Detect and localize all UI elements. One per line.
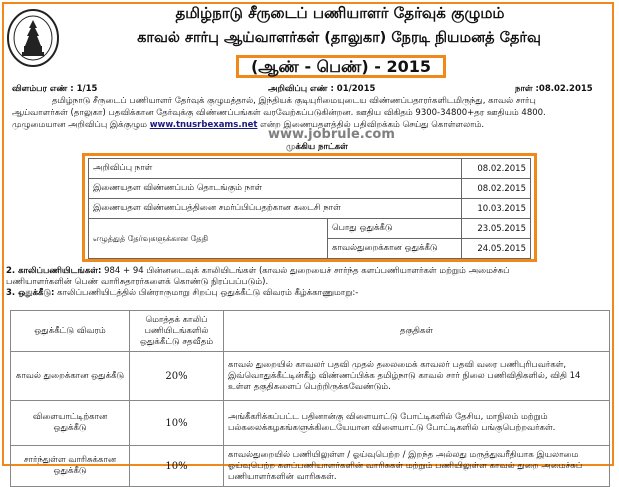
quota-category: காவல் துறைக்கான ஒதுக்கீடு: [11, 352, 130, 401]
exam-date-label: எழுத்துத் தேர்வுகளுக்கான தேதி: [89, 219, 328, 259]
date-label: அறிவிப்பு நாள்: [89, 159, 462, 179]
date-label: பொது ஒதுக்கீடு: [328, 219, 462, 239]
intro-line-1: தமிழ்நாடு சீருடைப் பணியாளர் தேர்வுக் குழுமத்தால், இந்தியக் குடியுரிமையுடைய விண்ணப்பதாரர்களிடமிருந்து, காவல் சார்பு: [52, 96, 536, 106]
board-title: தமிழ்நாடு சீருடைப் பணியாளர் தேர்வுக் குழுமம்: [175, 4, 505, 22]
quota-eligibility: காவல் துறையில் காவலர் பதவி முதல் தலைமைக் காவலர் பதவி வரை பணிபுரிபவர்கள், இவ்வொதுக்கீட்டின்கீழ் விண்ணப்பிக்க தமிழ்நாடு காவல் சார் நிலை பணிவிதிகளில், விதி 14 உள்ள தகுதிகளைப் பெற்றிருக்கவேண்டும்.: [224, 352, 610, 401]
vacancies-label: 2. காலிப்பணியிடங்கள்:: [6, 266, 102, 276]
quota-category: விளையாட்டிற்கான ஒதுக்கீடு: [11, 401, 130, 446]
quota-eligibility: காவல்துறையில் பணியிலுள்ள / ஓய்வுபெற்ற / இறந்த அல்லது மருத்துவரீதியாக இயலாமை ஓய்வுபெற்ற களப்பணியாளர்களின் வாரிசுகள் மற்றும் பணியிலுள்ள காவல் துறை அமைச்சுப் பணியாளர்களின் வாரிசுகள்.: [224, 446, 610, 487]
table-row: [89, 179, 531, 199]
tamil-nadu-emblem-icon: [6, 8, 60, 68]
intro-line-3-post: என்ற இணையதளத்தில் பதிவிறக்கம் செய்து கொள்ளலாம்.: [260, 120, 485, 130]
quota-text: காலிப்பணியிடத்தில் பின்ராருமாறு சிறப்பு ஒதுக்கீட்டு விவரம் கீழ்க்காணுமாறு:-: [57, 288, 359, 298]
column-header: ஒதுக்கீட்டு விவரம்: [11, 311, 130, 352]
vacancies-text-1: 984 + 94 பின்னடைவுக் காலியிடங்கள் (காவல் துறையைச் சார்ந்த களப்பணியாளர்கள் மற்றும் அமைச்சுப்: [104, 266, 510, 276]
quota-category: சார்ந்துள்ள வாரிசுக்கான ஒதுக்கீடு: [11, 446, 130, 487]
quota-percent: 10%: [130, 446, 224, 487]
quota-label: 3. ஒதுக்கீடு:: [6, 288, 55, 298]
date-value: 08.02.2015: [462, 179, 531, 199]
quota-percent: 20%: [130, 352, 224, 401]
exam-title: காவல் சார்பு ஆய்வாளர்கள் (தாலுகா) நேரடி நியமனத் தேர்வு: [137, 30, 541, 46]
notice-number: அறிவிப்பு எண் : 01/2015: [268, 84, 376, 94]
date-label: இணையதள விண்ணப்பம் தொடங்கும் நாள்: [89, 179, 462, 199]
quota-eligibility: அங்கீகரிக்கப்பட்ட பதினான்கு விளையாட்டு போட்டிகளில் தேசிய, மாநிலம் மற்றும் பல்கலைக்கழகங்களுக்கிடையேயான விளையாட்டு போட்டிகளில் பங்குபெற்றவர்கள்.: [224, 401, 610, 446]
date-label: காவல்துறைக்கான ஒதுக்கீடு: [328, 239, 462, 259]
intro-line-2: ஆய்வாளர்கள் (தாலுகா) பதவிக்கான தேர்வுக்கு விண்ணப்பங்கள் வரவேற்கப்படுகின்றன. ஊதிய விகிதம் 9300-34800+தர ஊதியம் 4800.: [12, 108, 546, 118]
date-value: 24.05.2015: [462, 239, 531, 259]
quota-percent: 10%: [130, 401, 224, 446]
table-row: [11, 401, 610, 446]
table-header-row: [11, 311, 610, 352]
table-row: [11, 352, 610, 401]
quota-table: [10, 310, 610, 487]
advertisement-number: விளம்பர எண் : 1/15: [12, 84, 98, 94]
watermark: www.jobrule.com: [268, 127, 395, 142]
quota-line: [6, 288, 612, 299]
date-value: 10.03.2015: [462, 199, 531, 219]
table-row: [11, 446, 610, 487]
vacancies-line-1: [6, 266, 612, 277]
column-header: தகுதிகள்: [224, 311, 610, 352]
table-row: [89, 159, 531, 179]
table-row: [89, 219, 531, 239]
date-value: 08.02.2015: [462, 159, 531, 179]
column-header: மொத்தக் காலிப் பணியிடங்களில் ஒதுக்கீட்டு சதவீதம்: [130, 311, 224, 352]
vacancies-section: [6, 266, 612, 299]
date-label: இணையதள விண்ணப்பத்தினை சமர்ப்பிப்பதற்கான கடைசி நாள்: [89, 199, 462, 219]
date-value: 23.05.2015: [462, 219, 531, 239]
intro-line-3-pre: முழுமையான அறிவிப்பு இக்குழும: [12, 120, 147, 130]
website-link[interactable]: www.tnusrbexams.net: [149, 120, 258, 130]
important-dates-heading: முக்கிய நாட்கள்: [286, 142, 348, 152]
table-row: [89, 199, 531, 219]
exam-year-box: (ஆண் - பெண்) - 2015: [236, 55, 446, 78]
notice-date: நாள் :08.02.2015: [515, 84, 593, 94]
vacancies-text-2: பணியாளர்களின் பெண் வாரிசுதாரர்களைக் கொண்டு நிரப்பப்படும்).: [6, 277, 269, 287]
important-dates-table: [88, 158, 531, 259]
